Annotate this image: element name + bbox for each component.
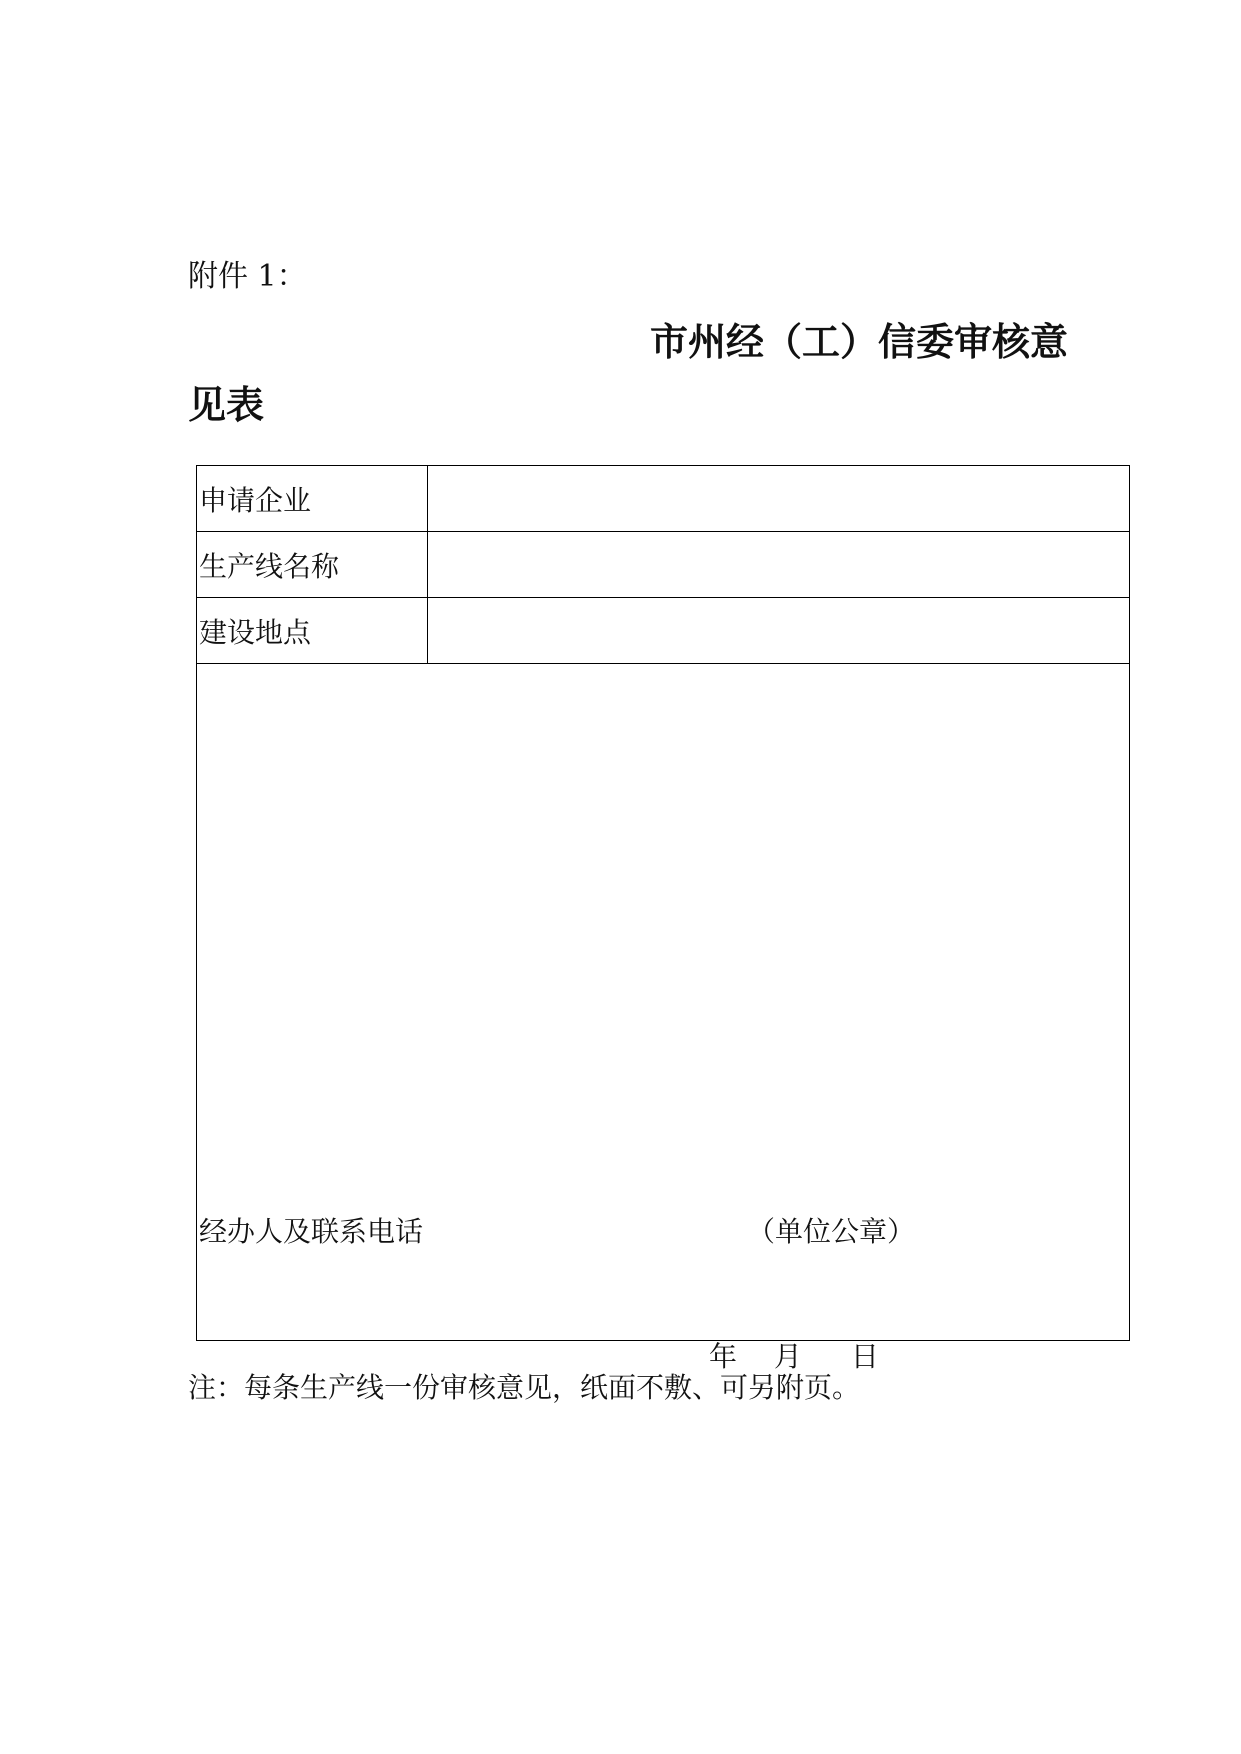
applicant-label: 申请企业 <box>197 466 428 531</box>
date-day-label: 日 <box>850 1340 879 1373</box>
contact-label: 经办人及联系电话 <box>199 1215 424 1248</box>
production-line-label: 生产线名称 <box>197 532 428 597</box>
form-row-production-line <box>197 532 1129 598</box>
seal-label: （单位公章） <box>747 1215 916 1248</box>
production-line-value-cell[interactable] <box>428 532 1129 597</box>
date-year-label: 年 <box>709 1340 738 1373</box>
document-title-line2: 见表 <box>188 382 265 427</box>
opinion-cell[interactable] <box>197 664 1129 1373</box>
document-title-line1: 市州经（工）信委审核意 <box>650 319 1069 364</box>
date-month-label: 月 <box>773 1340 802 1373</box>
applicant-value-cell[interactable] <box>428 466 1129 531</box>
form-row-applicant <box>197 466 1129 532</box>
review-form-table <box>196 465 1130 1373</box>
location-value-cell[interactable] <box>428 598 1129 663</box>
form-row-location <box>197 598 1129 664</box>
attachment-label: 附件 1： <box>188 259 307 294</box>
location-label: 建设地点 <box>197 598 428 663</box>
footnote: 注：每条生产线一份审核意见，纸面不敷、可另附页。 <box>188 1371 861 1404</box>
